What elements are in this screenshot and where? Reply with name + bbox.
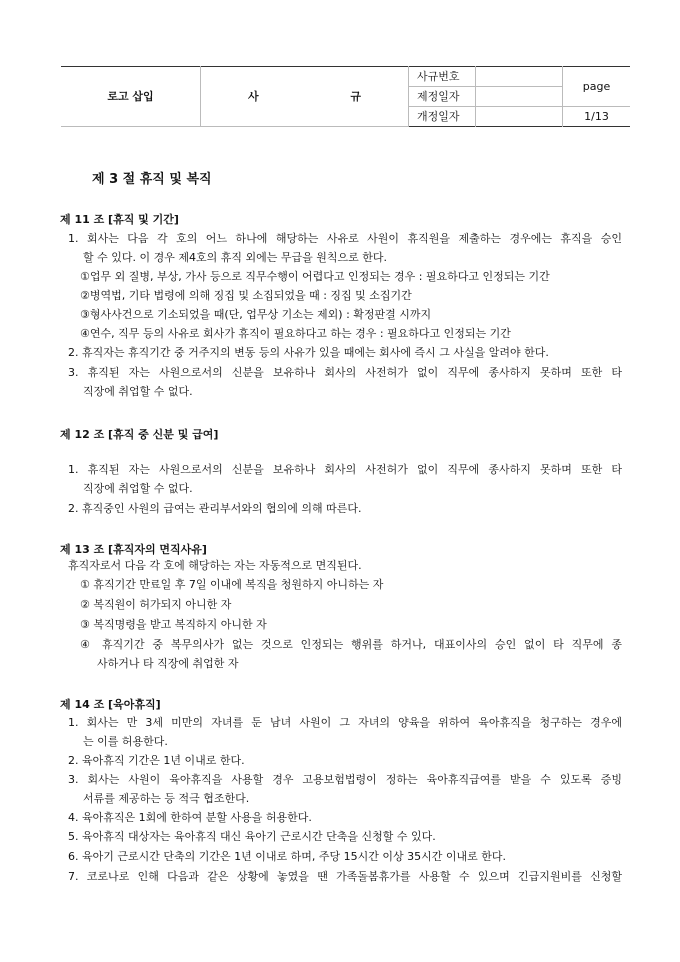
regulation-number-value <box>476 67 563 87</box>
article-14-para-4: 4. 육아휴직은 1회에 한하여 분할 사용을 허용한다. <box>68 811 312 824</box>
article-14-para-1-cont: 는 이를 허용한다. <box>83 735 168 748</box>
article-13-item-3: ③ 복직명령을 받고 복직하지 아니한 자 <box>80 618 267 631</box>
article-11-title: 제 11 조 [휴직 및 기간] <box>60 213 179 226</box>
article-12-para-1-cont: 직장에 취업할 수 없다. <box>83 482 193 495</box>
article-11-para-3-cont: 직장에 취업할 수 없다. <box>83 385 193 398</box>
article-11-item-3: ③형사사건으로 기소되었을 때(단, 업무상 기소는 제외) : 확정판결 시까지 <box>80 308 432 321</box>
article-14-para-3-cont: 서류를 제공하는 등 적극 협조한다. <box>83 792 250 805</box>
article-13-item-4: ④ 휴직기간 중 복무의사가 없는 것으로 인정되는 행위를 하거나, 대표이사의 승인 없이 타 직무에 종 <box>80 638 622 651</box>
article-11-para-1: 1. 회사는 다음 각 호의 어느 하나에 해당하는 사유로 사원이 휴직원을 제출하는 경우에는 휴직을 승인 <box>68 232 622 245</box>
article-12-para-2: 2. 휴직중인 사원의 급여는 관리부서와의 협의에 의해 따른다. <box>68 502 362 515</box>
logo-placeholder: 로고 삽입 <box>61 67 201 127</box>
article-14-para-2: 2. 육아휴직 기간은 1년 이내로 한다. <box>68 754 245 767</box>
article-13-title: 제 13 조 [휴직자의 면직사유] <box>60 543 207 556</box>
article-14-para-5: 5. 육아휴직 대상자는 육아휴직 대신 육아기 근로시간 단축을 신청할 수 있다. <box>68 830 436 843</box>
section-title: 제 3 절 휴직 및 복직 <box>92 172 212 187</box>
article-11-item-1: ①업무 외 질병, 부상, 가사 등으로 직무수행이 어렵다고 인정되는 경우 : 필요하다고 인정되는 기간 <box>80 270 550 283</box>
enactment-date-label: 제정일자 <box>409 87 476 107</box>
article-11-para-1-cont: 할 수 있다. 이 경우 제4호의 휴직 외에는 무급을 원칙으로 한다. <box>83 251 387 264</box>
document-header-table <box>61 66 630 127</box>
revision-date-value <box>476 107 563 127</box>
article-14-para-7: 7. 코로나로 인해 다음과 같은 상황에 놓였을 땐 가족돌봄휴가를 사용할 수 있으며 긴급지원비를 신청할 <box>68 870 622 883</box>
article-11-para-3: 3. 휴직된 자는 사원으로서의 신분을 보유하나 회사의 사전허가 없이 직무에 종사하지 못하며 또한 타 <box>68 366 622 379</box>
page-label: page <box>563 67 631 107</box>
document-title: 사 규 <box>201 67 409 127</box>
article-13-intro: 휴직자로서 다음 각 호에 해당하는 자는 자동적으로 면직된다. <box>68 559 362 572</box>
revision-date-label: 개정일자 <box>409 107 476 127</box>
regulation-number-label: 사규번호 <box>409 67 476 87</box>
article-11-item-4: ④연수, 직무 등의 사유로 회사가 휴직이 필요하다고 하는 경우 : 필요하다고 인정되는 기간 <box>80 327 511 340</box>
article-11-para-2: 2. 휴직자는 휴직기간 중 거주지의 변동 등의 사유가 있을 때에는 회사에 즉시 그 사실을 알려야 한다. <box>68 346 549 359</box>
article-14-title: 제 14 조 [육아휴직] <box>60 698 161 711</box>
article-12-title: 제 12 조 [휴직 중 신분 및 급여] <box>60 428 219 441</box>
article-11-item-2: ②병역법, 기타 법령에 의해 징집 및 소집되었을 때 : 징집 및 소집기간 <box>80 289 412 302</box>
article-13-item-1: ① 휴직기간 만료일 후 7일 이내에 복직을 청원하지 아니하는 자 <box>80 578 384 591</box>
article-14-para-6: 6. 육아기 근로시간 단축의 기간은 1년 이내로 하며, 주당 15시간 이상 35시간 이내로 한다. <box>68 850 506 863</box>
article-13-item-2: ② 복직원이 허가되지 아니한 자 <box>80 598 232 611</box>
article-14-para-1: 1. 회사는 만 3세 미만의 자녀를 둔 남녀 사원이 그 자녀의 양육을 위하여 육아휴직을 청구하는 경우에 <box>68 716 622 729</box>
enactment-date-value <box>476 87 563 107</box>
article-13-item-4-cont: 사하거나 타 직장에 취업한 자 <box>97 657 239 670</box>
page-number: 1/13 <box>563 107 631 127</box>
article-14-para-3: 3. 회사는 사원이 육아휴직을 사용할 경우 고용보험법령이 정하는 육아휴직급여를 받을 수 있도록 증빙 <box>68 773 622 786</box>
article-12-para-1: 1. 휴직된 자는 사원으로서의 신분을 보유하나 회사의 사전허가 없이 직무에 종사하지 못하며 또한 타 <box>68 463 622 476</box>
